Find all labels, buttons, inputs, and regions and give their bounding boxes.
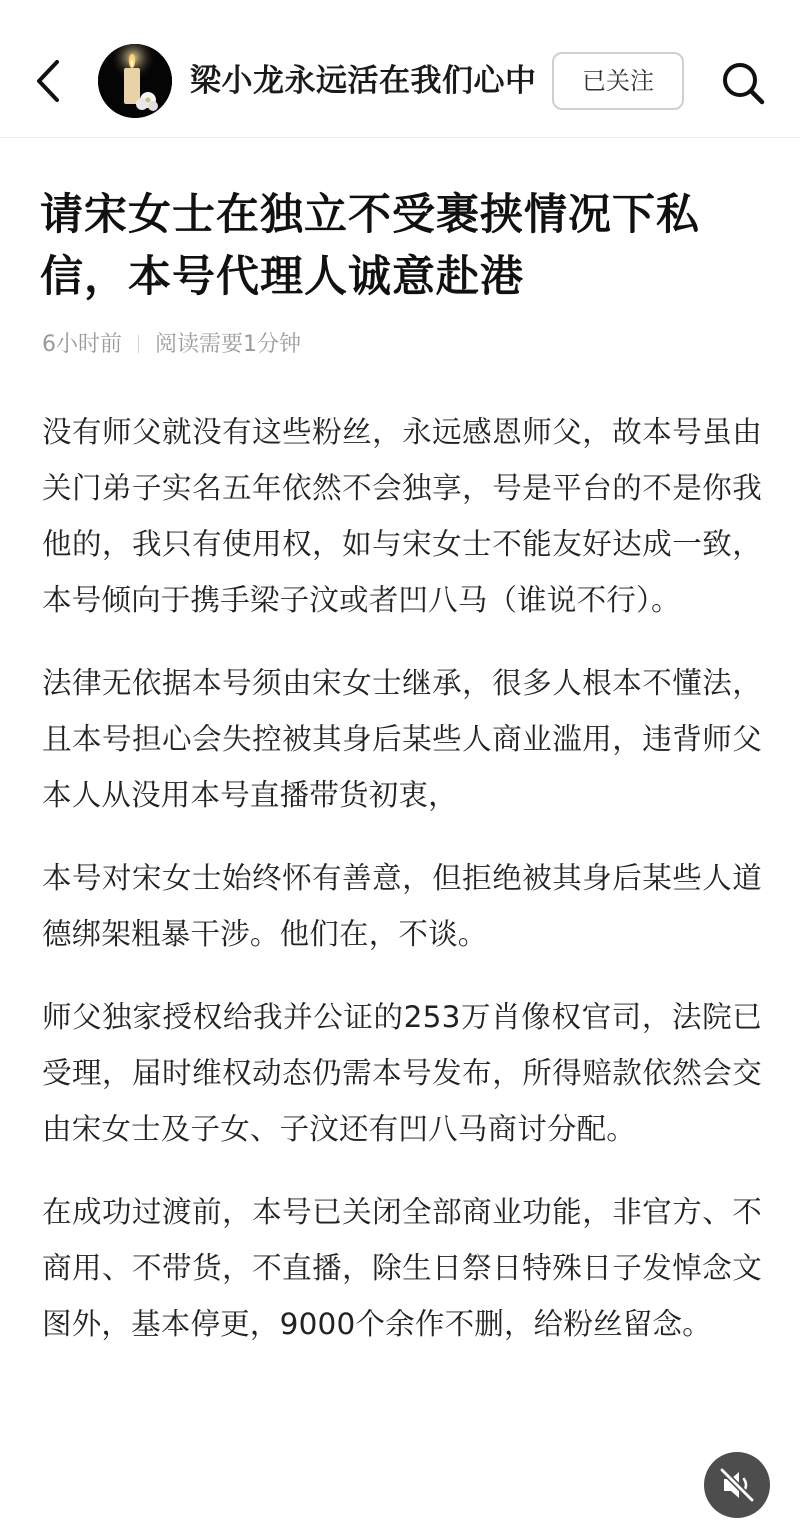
top-nav-bar	[0, 0, 800, 138]
search-button[interactable]	[716, 56, 770, 110]
back-button[interactable]	[30, 58, 70, 104]
account-name[interactable]: 梁小龙永远活在我们心中	[190, 63, 537, 99]
read-time: 阅读需要1分钟	[155, 332, 301, 357]
article-paragraph: 法律无依据本号须由宋女士继承，很多人根本不懂法，且本号担心会失控被其身后某些人商业滥用，违背师父本人从没用本号直播带货初衷，	[42, 666, 762, 812]
chevron-left-icon	[30, 58, 70, 104]
publish-time: 6小时前	[42, 332, 122, 357]
article-paragraph: 在成功过渡前，本号已关闭全部商业功能，非官方、不商用、不带货，不直播，除生日祭日特殊日子发悼念文图外，基本停更，9000个余作不删，给粉丝留念。	[42, 1195, 762, 1341]
avatar[interactable]	[98, 44, 172, 118]
search-icon	[716, 56, 770, 110]
article-meta	[42, 328, 301, 362]
meta-divider	[138, 335, 139, 353]
mute-button[interactable]	[704, 1452, 770, 1518]
speaker-muted-icon	[704, 1452, 770, 1518]
article-paragraph: 师父独家授权给我并公证的253万肖像权官司，法院已受理，届时维权动态仍需本号发布，所得赔款依然会交由宋女士及子女、子汶还有凹八马商讨分配。	[42, 1000, 762, 1146]
follow-button[interactable]: 已关注	[552, 52, 684, 110]
article-paragraph: 本号对宋女士始终怀有善意，但拒绝被其身后某些人道德绑架粗暴干涉。他们在，不谈。	[42, 861, 762, 951]
article-paragraph: 没有师父就没有这些粉丝，永远感恩师父，故本号虽由关门弟子实名五年依然不会独享，号是平台的不是你我他的，我只有使用权，如与宋女士不能友好达成一致，本号倾向于携手梁子汶或者凹八马（谁说不行）。	[42, 415, 762, 617]
candle-icon	[98, 44, 172, 118]
article-body	[42, 404, 762, 1379]
article-title: 请宋女士在独立不受裹挟情况下私信，本号代理人诚意赴港	[40, 190, 700, 302]
